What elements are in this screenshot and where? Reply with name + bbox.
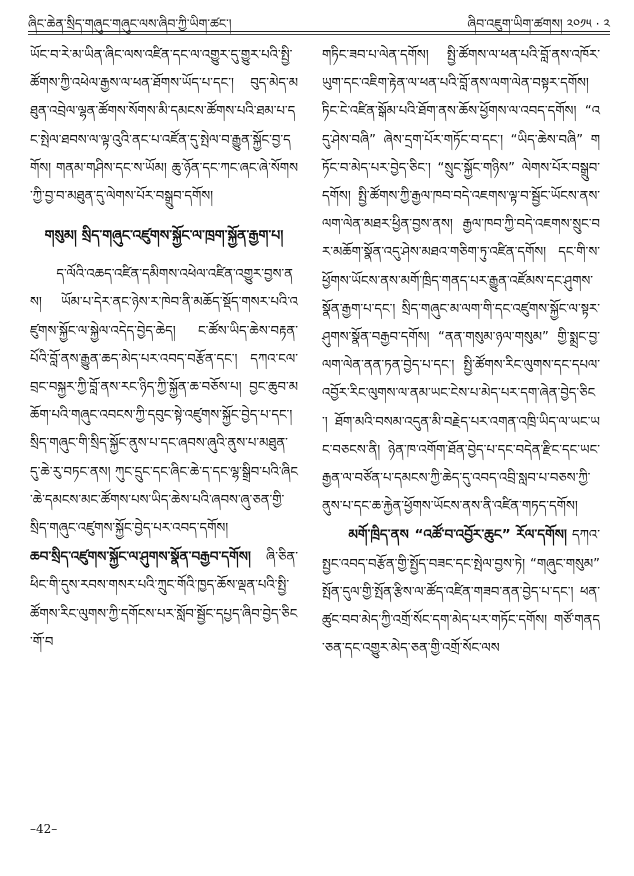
running-header	[28, 6, 610, 32]
sub-heading-frugal-living: མགོ་ཁྲིད་ནས “འཚོ་བ་འབྱོར་ཆུང” རོལ་དགོས།	[348, 527, 567, 544]
paragraph-3-body: ཞི་ཅིན་ཕིང་གི་དུས་རབས་གསར་པའི་ཀྲུང་གོའི་ཁྱད་ཆོས་ལྡན་པའི་སྤྱི་ཚོགས་རིང་ལུགས་ཀྱི་དགོངས་པར་སློབ་སྦྱོང་དཔྱད་ཞིབ་བྱེད་ཅིང་གོ་བ	[30, 550, 298, 650]
sub-heading-political-construction: ཆབ་སྲིད་འཛུགས་སྐྱོང་ལ་ཤུགས་སྣོན་བརྒྱབ་དགོས།	[30, 549, 251, 566]
header-publisher: ཞིང་ཆེན་སྲིད་གཞུང་གཞུང་ལས་ཞིབ་ཀྱི་ཡིག་ཚང་།	[28, 16, 232, 31]
paragraph-5	[322, 521, 600, 663]
paragraph-2: ད་ལོའི་འཆད་འཛིན་དམིགས་འཕེལ་འཛིན་འགྱུར་བྱས་ནས། ཡོམ་པ་དེར་ནང་ཉེས་ར་ཁེབ་ནི་མཆོད་སྡོད་གསར་པའི་འཛུགས་སྐྱོང་ལ་སྐྱེལ་འདེད་བྱེད་ཆེད། ང་ཚོས་ཡིད་ཆེས་བརྟན་པོའི་བློ་ནས་རྒྱུན་ཆད་མེད་པར་འབད་བརྩོན་དང་། དཀའ་ངལ་བྲང་བསྐྱར་ཀྱི་བློ་ནས་རང་ཉིད་ཀྱི་སྐྱོན་ཆ་བཅོས་པ། བྱང་ཆུབ་མཆོག་པའི་གཞུང་འབངས་ཀྱི་དབུང་སྟེ་འཛུགས་སྐྱོང་བྱེད་པ་དང་། སྲིད་གཞུང་གི་སྲིད་སྐྱོང་ནུས་པ་དང་ཞབས་ཞུའི་ནུས་པ་མཐུན་དུ་ཆེ་རུ་བཏང་ནས། ཀུང་དྲུང་དང་ཞིང་ཆེ་ད་དང་ལྷ་སྒྲིབ་པའི་ཞིང་ཆེ་དམངས་མང་ཚོགས་པས་ཡིད་ཆེས་པའི་ཞབས་ཞུ་ཅན་གྱི་སྲིད་གཞུང་འཛུགས་སྐྱོང་བྱེད་པར་འབད་དགོས།	[30, 267, 298, 537]
right-column	[322, 42, 600, 663]
section-heading: གསུམ། སྲིད་གཞུང་འཛུགས་སྐྱོང་ལ་ཁྲག་སྐྱོན་རྒྱག་པ།	[44, 228, 284, 245]
page-number: –42–	[30, 822, 58, 836]
header-divider	[28, 31, 610, 32]
paragraph-5-body: དཀའ་སྤྱང་འབད་བརྩོན་གྱི་སྤྱོད་བཟང་དང་སྤེལ་བྱས་ཏེ། “གཞུང་གསུམ” སྤོན་དུལ་གྱི་སྤོན་རྩིས་ལ་ཚོད་འཛིན་གཟབ་ནན་བྱེད་པ་དང་། ཕན་ཚུང་བབ་མེད་ཀྱི་འགྲོ་སོང་དག་མེད་པར་གཏོང་དགོས། གཙོ་གནད་ཅན་དང་འགྱུར་མེད་ཅན་གྱི་འགྲོ་སོང་ལས	[322, 528, 600, 657]
header-journal-issue: ཞིབ་འཇུག་ཡིག་ཚགས། ༢༠༡༥ · ༢	[467, 16, 610, 31]
left-column	[30, 42, 298, 657]
header-divider-thin	[28, 34, 610, 35]
paragraph-1: ཡོང་བ་རེ་མ་ཡིན་ཞིང་ལས་འཛིན་དང་ལ་འགྱུར་དུ་གྱུར་པའི་སྤྱི་ཚོགས་ཀྱི་འཕེལ་རྒྱས་ལ་ཕན་ཐོགས་ཡོད་པ་དང་། བུད་མེད་མཐུན་འབྲེལ་ལྷན་ཚོགས་སོགས་མི་དམངས་ཚོགས་པའི་ཐམ་པ་དང་སྤེལ་ཐབས་ལ་ལྟ་འུའི་ནང་པ་འཛོན་དུ་སྤེལ་བ་རྒྱུན་སྐྱོང་བྱ་དགོས། གནམ་གཤིས་དང་ས་ཡོམ། ཆུ་ཉོན་དང་ཀང་ཞང་ཞེ་སོགས་ཀྱི་བྱ་བ་མཐུན་དུ་ལེགས་པོར་བསྒྲུབ་དགོས།	[30, 48, 298, 205]
paragraph-4: གཏིང་ཟབ་པ་ལེན་དགོས། སྤྱི་ཚོགས་ལ་ཕན་པའི་བློ་ནས་འཁོར་ཡུག་དང་འཇིག་རྟེན་ལ་ཕན་པའི་བློ་ནས་ལག་ལེན་བསྟར་དགོས། ཏིང་ངེ་འཛིན་སྒོམ་པའི་ཐོག་ནས་ཆོས་ཕྱོགས་ལ་འབད་དགོས། “འདུ་ཤེས་བཞི” ཞེས་དྲག་པོར་གཏོང་བ་དང་། “ཡིད་ཆེས་བཞི” གཏོང་བ་མེད་པར་བྱེད་ཅིང་། “སྲུང་སྐྱོང་གཉིས” ལེགས་པོར་བསྒྲུབ་དགོས། སྤྱི་ཚོགས་ཀྱི་རྒྱལ་ཁབ་བདེ་འཇགས་ལྟ་བ་སྦྱོང་ཡོངས་ནས་ལག་ལེན་མཐར་ཕྱིན་བྱས་ནས། རྒྱལ་ཁབ་ཀྱི་བདེ་འཇགས་སྲུང་བར་མཆོག་སྣོན་འདུ་ཤེས་མཐའ་གཅིག་ཏུ་འཛིན་དགོས། དང་གི་ས་ཕྱོགས་ཡོངས་ནས་མགོ་ཁྲིད་གནད་པར་རྒྱུན་འཛོམས་དང་ཤུགས་སྣོན་རྒྱག་པ་དང་། སྲིད་གཞུང་མ་ལག་གི་དང་འཛུགས་སྐྱོང་ལ་སྟར་ཤུགས་སྣོན་བརྒྱབ་དགོས། “ནན་གསུམ་ཉལ་གསུམ” གྱི་སྨྲང་བྱ་ལག་ལེན་ནན་ཏན་བྱེད་པ་དང་། སྤྱི་ཚོགས་རིང་ལུགས་དང་དཔལ་འབྱོར་རིང་ལུགས་ལ་ནམ་ཡང་ངེས་པ་མེད་པར་དག་ཞེན་བྱེད་ཅིང་། ཐོག་མའི་བསམ་འདུན་མི་བརྗེད་པར་འགན་འཁྲི་ཡིད་ལ་ཡང་ཡང་བཅངས་ནི། ཉེན་ཁ་འགོག་ཐོན་བྱེད་པ་དང་བདེན་རྫིང་དང་ཡང་རྒྱན་ལ་བཙོན་པ་དམངས་ཀྱི་ཆེད་དུ་འབད་འབྲི་སླབ་པ་བཅས་ཀྱི་ནུས་པ་དང་ཆ་རྐྱེན་ཕྱོགས་ཡོངས་ནས་ནི་འཛིན་གཏད་དགོས།	[322, 48, 600, 515]
paragraph-3	[30, 543, 298, 657]
